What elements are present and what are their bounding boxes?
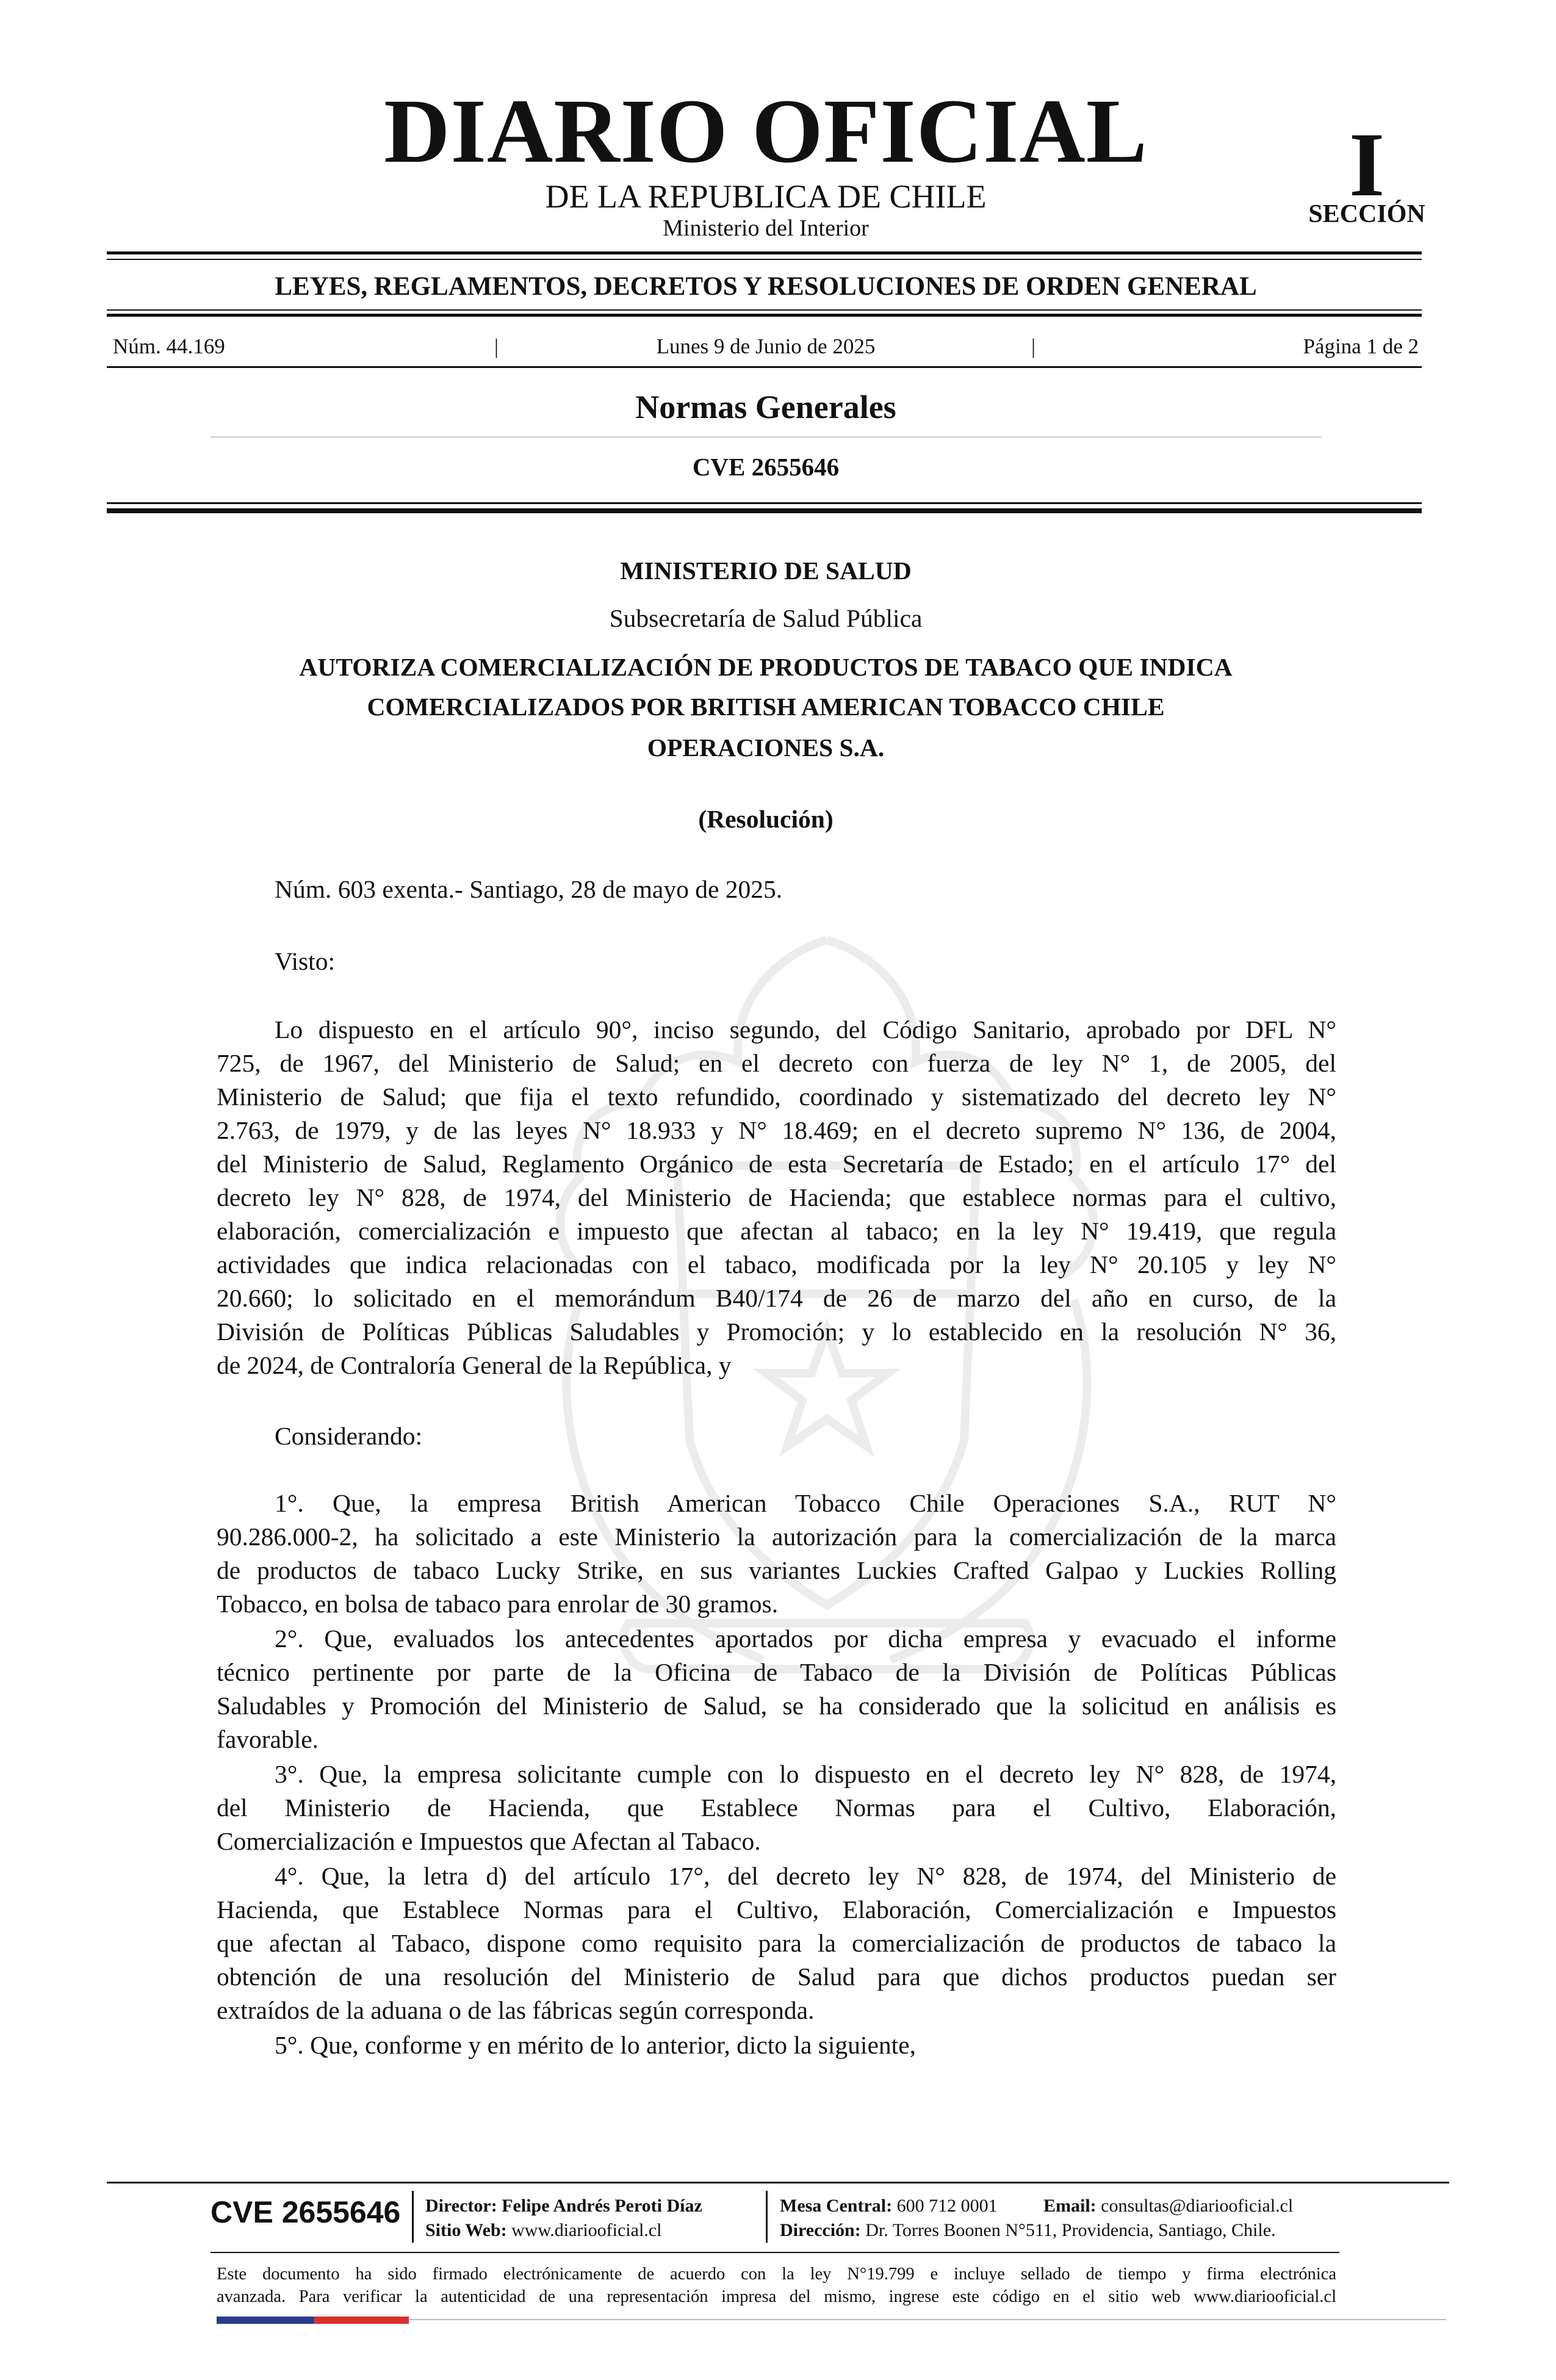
footer-rule <box>107 2182 1449 2183</box>
footer-rule <box>211 2252 1339 2253</box>
footer-director <box>425 2197 702 2215</box>
footer-email-link[interactable]: consultas@diariooficial.cl <box>1101 2196 1294 2216</box>
considerando-line: 2°. Que, evaluados los antecedentes aportados por dicha empresa y evacuado el informe <box>275 1625 1336 1653</box>
visto-line: del Ministerio de Salud, Reglamento Orgánico de esta Secretaría de Estado; en el artículo 17° del <box>217 1150 1336 1178</box>
infobar-separator: | <box>1031 334 1036 358</box>
masthead-ministry: Ministerio del Interior <box>663 215 869 241</box>
considerando-line: Comercialización e Impuestos que Afectan al Tabaco. <box>217 1827 761 1855</box>
issue-number: Núm. 44.169 <box>113 334 225 358</box>
considerando-line: 5°. Que, conforme y en mérito de lo anterior, dicto la siguiente, <box>275 2031 916 2059</box>
considerando-line: de productos de tabaco Lucky Strike, en sus variantes Luckies Crafted Galpao y Luckies Rolling <box>217 1556 1336 1584</box>
doc-title-line: OPERACIONES S.A. <box>647 734 885 762</box>
considerando-line: 4°. Que, la letra d) del artículo 17°, del decreto ley N° 828, de 1974, del Ministerio de <box>275 1862 1336 1890</box>
considerando-line: obtención de una resolución del Ministerio de Salud para que dichos productos puedan ser <box>217 1963 1336 1991</box>
visto-heading: Visto: <box>275 947 335 975</box>
footer-website <box>425 2221 661 2240</box>
doc-number-line: Núm. 603 exenta.- Santiago, 28 de mayo de 2025. <box>275 875 783 903</box>
header-rule <box>107 251 1422 254</box>
considerando-line: Tobacco, en bolsa de tabaco para enrolar de 30 gramos. <box>217 1590 779 1618</box>
header-rule <box>107 309 1422 311</box>
doc-subsecretaria: Subsecretaría de Salud Pública <box>609 604 923 632</box>
footer-website-link[interactable]: www.diariooficial.cl <box>511 2220 662 2240</box>
doc-type: (Resolución) <box>698 805 834 833</box>
considerando-line: favorable. <box>217 1725 319 1753</box>
masthead-title: DIARIO OFICIAL <box>384 81 1148 182</box>
visto-line: Ministerio de Salud; que fija el texto refundido, coordinado y sistematizado del decreto ley N° <box>217 1083 1336 1111</box>
footer-address-value: Dr. Torres Boonen N°511, Providencia, Santiago, Chile. <box>865 2220 1276 2240</box>
doc-title-line: COMERCIALIZADOS POR BRITISH AMERICAN TOBACCO CHILE <box>367 693 1165 721</box>
footer-director-label: Director: <box>425 2196 497 2216</box>
considerando-line: 90.286.000-2, ha solicitado a este Ministerio la autorización para la comercialización de la marca <box>217 1523 1336 1551</box>
section-rule <box>107 502 1422 504</box>
visto-line: decreto ley N° 828, de 1974, del Ministerio de Hacienda; que establece normas para el cultivo, <box>217 1183 1336 1211</box>
considerando-line: 3°. Que, la empresa solicitante cumple con lo dispuesto en el decreto ley N° 828, de 1974, <box>275 1760 1336 1788</box>
considerando-line: 1°. Que, la empresa British American Tobacco Chile Operaciones S.A., RUT N° <box>275 1489 1336 1517</box>
footer-disclaimer-line: Este documento ha sido firmado electrónicamente de acuerdo con la ley N°19.799 e incluye sellado de tiempo y firma electrónica <box>217 2265 1336 2284</box>
flag-stripe-blue <box>217 2317 314 2324</box>
footer-mesa-central <box>780 2197 998 2215</box>
footer-email <box>1043 2197 1293 2215</box>
considerando-line: que afectan al Tabaco, dispone como requisito para la comercialización de productos de tabaco la <box>217 1929 1336 1957</box>
footer-mesa-label: Mesa Central: <box>780 2196 893 2216</box>
visto-line: División de Políticas Públicas Saludables y Promoción; y lo establecido en la resolución N° 36, <box>217 1318 1336 1346</box>
visto-line: actividades que indica relacionadas con el tabaco, modificada por la ley N° 20.105 y ley N° <box>217 1250 1336 1278</box>
footer-mesa-value: 600 712 0001 <box>896 2196 998 2216</box>
visto-line: elaboración, comercialización e impuesto que afectan al tabaco; en la ley N° 19.419, que regula <box>217 1217 1336 1245</box>
considerando-line: extraídos de la aduana o de las fábricas según corresponda. <box>217 1996 815 2024</box>
considerando-line: Saludables y Promoción del Ministerio de Salud, se ha considerado que la solicitud en análisis es <box>217 1692 1336 1720</box>
footer-cve: CVE 2655646 <box>211 2195 401 2229</box>
visto-line: 725, de 1967, del Ministerio de Salud; en el decreto con fuerza de ley N° 1, de 2005, del <box>217 1049 1336 1077</box>
footer-address <box>780 2221 1276 2240</box>
visto-line: Lo dispuesto en el artículo 90°, inciso segundo, del Código Sanitario, aprobado por DFL N° <box>275 1015 1336 1044</box>
flag-stripe-red <box>314 2317 409 2324</box>
header-rule <box>107 314 1422 317</box>
masthead-subtitle: DE LA REPUBLICA DE CHILE <box>545 178 987 215</box>
considerando-line: técnico pertinente por parte de la Oficina de Tabaco de la División de Políticas Públicas <box>217 1658 1336 1686</box>
visto-line: 20.660; lo solicitado en el memorándum B40/174 de 26 de marzo del año en curso, de la <box>217 1284 1336 1312</box>
visto-line: de 2024, de Contraloría General de la República, y <box>217 1351 732 1379</box>
considerando-line: Hacienda, que Establece Normas para el Cultivo, Elaboración, Comercialización e Impuestos <box>217 1895 1336 1924</box>
footer-address-label: Dirección: <box>780 2220 861 2240</box>
issue-date: Lunes 9 de Junio de 2025 <box>656 334 876 358</box>
section-rule <box>107 508 1422 513</box>
footer-divider <box>766 2191 768 2243</box>
footer-director-value: Felipe Andrés Peroti Díaz <box>502 2196 702 2216</box>
page-indicator: Página 1 de 2 <box>1303 334 1419 358</box>
footer-email-label: Email: <box>1043 2196 1097 2216</box>
infobar-separator: | <box>494 334 499 358</box>
considerando-heading: Considerando: <box>275 1422 423 1450</box>
considerando-line: del Ministerio de Hacienda, que Establece Normas para el Cultivo, Elaboración, <box>217 1794 1336 1822</box>
footer-website-label: Sitio Web: <box>425 2220 507 2240</box>
section-divider <box>211 436 1321 438</box>
section-title: Normas Generales <box>635 389 896 425</box>
header-rule <box>107 259 1422 260</box>
section-roman-numeral: I <box>1349 114 1385 215</box>
laws-heading: LEYES, REGLAMENTOS, DECRETOS Y RESOLUCIONES DE ORDEN GENERAL <box>275 272 1257 301</box>
doc-title-line: AUTORIZA COMERCIALIZACIÓN DE PRODUCTOS DE TABACO QUE INDICA <box>299 653 1233 681</box>
footer-rule <box>409 2319 1446 2320</box>
doc-ministry: MINISTERIO DE SALUD <box>620 557 912 585</box>
footer-divider <box>412 2191 414 2243</box>
visto-line: 2.763, de 1979, y de las leyes N° 18.933 y N° 18.469; en el decreto supremo N° 136, de 2004, <box>217 1116 1336 1144</box>
infobar-rule <box>107 366 1422 368</box>
section-label: SECCIÓN <box>1308 200 1425 228</box>
footer-disclaimer-line: avanzada. Para verificar la autenticidad de una representación impresa del mismo, ingrese este código en el sitio web www.diariooficial.cl <box>217 2287 1336 2306</box>
cve-heading: CVE 2655646 <box>692 453 840 481</box>
